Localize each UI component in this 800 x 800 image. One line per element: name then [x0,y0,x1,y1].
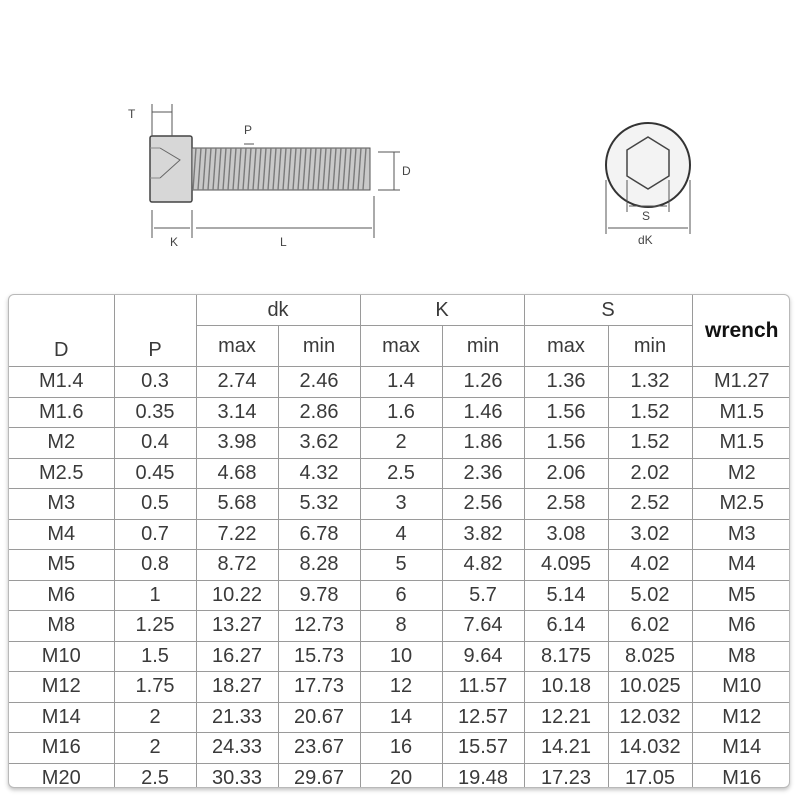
table-row [9,458,790,489]
screw-end-view [606,123,690,247]
cell-p: 0.3 [114,367,196,398]
table-row [9,733,790,764]
cell-wrench: M3 [692,519,790,550]
header-S-max: max [524,326,608,367]
cell-p: 1.25 [114,611,196,642]
cell-s-max: 1.56 [524,397,608,428]
cell-s-min: 14.032 [608,733,692,764]
table-row [9,489,790,520]
label-dK: dK [638,233,653,247]
cell-dk-max: 13.27 [196,611,278,642]
cell-s-min: 2.52 [608,489,692,520]
table-row [9,641,790,672]
cell-s-min: 6.02 [608,611,692,642]
header-D: D [9,295,114,367]
cell-dk-max: 2.74 [196,367,278,398]
cell-d: M4 [9,519,114,550]
cell-p: 0.35 [114,397,196,428]
cell-s-max: 6.14 [524,611,608,642]
cell-s-max: 14.21 [524,733,608,764]
cell-p: 2.5 [114,763,196,788]
cell-d: M16 [9,733,114,764]
cell-s-min: 5.02 [608,580,692,611]
cell-k-max: 6 [360,580,442,611]
cell-d: M8 [9,611,114,642]
cell-wrench: M16 [692,763,790,788]
cell-k-max: 3 [360,489,442,520]
cell-s-min: 17.05 [608,763,692,788]
cell-p: 0.7 [114,519,196,550]
cell-d: M2.5 [9,458,114,489]
cell-dk-max: 18.27 [196,672,278,703]
cell-k-max: 8 [360,611,442,642]
header-S: S [524,295,692,326]
cell-d: M2 [9,428,114,459]
cell-p: 1 [114,580,196,611]
cell-s-min: 12.032 [608,702,692,733]
cell-wrench: M5 [692,580,790,611]
cell-dk-min: 12.73 [278,611,360,642]
cell-s-min: 8.025 [608,641,692,672]
cell-dk-max: 3.98 [196,428,278,459]
cell-p: 1.5 [114,641,196,672]
cell-dk-max: 4.68 [196,458,278,489]
cell-d: M5 [9,550,114,581]
cell-k-min: 2.56 [442,489,524,520]
cell-dk-min: 29.67 [278,763,360,788]
cell-p: 0.45 [114,458,196,489]
cell-wrench: M14 [692,733,790,764]
cell-k-max: 1.6 [360,397,442,428]
cell-dk-min: 8.28 [278,550,360,581]
cell-k-min: 2.36 [442,458,524,489]
header-dk: dk [196,295,360,326]
table-row [9,397,790,428]
header-wrench: wrench [692,295,790,367]
cell-d: M3 [9,489,114,520]
cell-wrench: M8 [692,641,790,672]
cell-dk-min: 6.78 [278,519,360,550]
cell-k-min: 9.64 [442,641,524,672]
table-row [9,580,790,611]
cell-k-max: 12 [360,672,442,703]
cell-s-max: 1.56 [524,428,608,459]
cell-wrench: M10 [692,672,790,703]
cell-k-min: 5.7 [442,580,524,611]
cell-dk-min: 17.73 [278,672,360,703]
header-P: P [114,295,196,367]
label-K: K [170,235,179,249]
table-row [9,367,790,398]
cell-k-min: 7.64 [442,611,524,642]
cell-d: M20 [9,763,114,788]
cell-s-min: 1.52 [608,428,692,459]
header-dk-max: max [196,326,278,367]
cell-k-max: 20 [360,763,442,788]
cell-wrench: M2.5 [692,489,790,520]
cell-k-max: 2 [360,428,442,459]
cell-s-min: 2.02 [608,458,692,489]
cell-dk-min: 4.32 [278,458,360,489]
cell-s-max: 5.14 [524,580,608,611]
cell-wrench: M1.5 [692,397,790,428]
cell-k-min: 4.82 [442,550,524,581]
cell-s-max: 10.18 [524,672,608,703]
label-L: L [280,235,287,249]
cell-k-min: 11.57 [442,672,524,703]
cell-d: M14 [9,702,114,733]
screw-side-view [128,104,411,249]
table-row [9,519,790,550]
cell-dk-min: 23.67 [278,733,360,764]
cell-k-min: 1.26 [442,367,524,398]
cell-dk-max: 8.72 [196,550,278,581]
cell-wrench: M2 [692,458,790,489]
dimension-table [8,294,790,788]
cell-wrench: M12 [692,702,790,733]
cell-k-min: 12.57 [442,702,524,733]
table-row [9,763,790,788]
cell-dk-min: 5.32 [278,489,360,520]
cell-s-min: 4.02 [608,550,692,581]
cell-d: M12 [9,672,114,703]
cell-dk-min: 9.78 [278,580,360,611]
label-T: T [128,107,136,121]
cell-wrench: M1.5 [692,428,790,459]
cell-k-max: 1.4 [360,367,442,398]
cell-dk-max: 30.33 [196,763,278,788]
cell-k-min: 3.82 [442,519,524,550]
table-row [9,550,790,581]
cell-s-max: 3.08 [524,519,608,550]
cell-k-min: 19.48 [442,763,524,788]
cell-s-max: 1.36 [524,367,608,398]
cell-dk-min: 20.67 [278,702,360,733]
cell-k-max: 5 [360,550,442,581]
cell-s-max: 17.23 [524,763,608,788]
cell-d: M1.4 [9,367,114,398]
cell-d: M10 [9,641,114,672]
table-row [9,428,790,459]
cell-k-max: 4 [360,519,442,550]
cell-k-min: 1.46 [442,397,524,428]
cell-s-min: 10.025 [608,672,692,703]
table-row [9,702,790,733]
cell-k-min: 15.57 [442,733,524,764]
cell-wrench: M6 [692,611,790,642]
cell-k-max: 10 [360,641,442,672]
cell-dk-max: 3.14 [196,397,278,428]
cell-s-max: 4.095 [524,550,608,581]
cell-p: 1.75 [114,672,196,703]
cell-s-max: 8.175 [524,641,608,672]
cell-k-max: 2.5 [360,458,442,489]
cell-k-max: 16 [360,733,442,764]
cell-dk-max: 21.33 [196,702,278,733]
cell-s-min: 3.02 [608,519,692,550]
table-row [9,672,790,703]
cell-p: 2 [114,702,196,733]
cell-wrench: M4 [692,550,790,581]
screw-diagram [0,0,800,290]
cell-dk-max: 5.68 [196,489,278,520]
label-D: D [402,164,411,178]
cell-s-max: 2.58 [524,489,608,520]
header-K-min: min [442,326,524,367]
label-S: S [642,209,651,223]
cell-dk-max: 10.22 [196,580,278,611]
cell-k-max: 14 [360,702,442,733]
cell-s-min: 1.32 [608,367,692,398]
cell-wrench: M1.27 [692,367,790,398]
header-S-min: min [608,326,692,367]
header-dk-min: min [278,326,360,367]
cell-dk-min: 2.46 [278,367,360,398]
cell-dk-min: 15.73 [278,641,360,672]
cell-dk-min: 3.62 [278,428,360,459]
cell-d: M6 [9,580,114,611]
cell-p: 2 [114,733,196,764]
cell-p: 0.4 [114,428,196,459]
cell-dk-min: 2.86 [278,397,360,428]
cell-dk-max: 7.22 [196,519,278,550]
cell-s-max: 2.06 [524,458,608,489]
cell-dk-max: 16.27 [196,641,278,672]
cell-s-min: 1.52 [608,397,692,428]
label-P: P [244,123,253,137]
table-body [9,367,790,789]
table-row [9,611,790,642]
cell-s-max: 12.21 [524,702,608,733]
header-K: K [360,295,524,326]
cell-dk-max: 24.33 [196,733,278,764]
cell-p: 0.5 [114,489,196,520]
cell-p: 0.8 [114,550,196,581]
cell-k-min: 1.86 [442,428,524,459]
cell-d: M1.6 [9,397,114,428]
header-K-max: max [360,326,442,367]
